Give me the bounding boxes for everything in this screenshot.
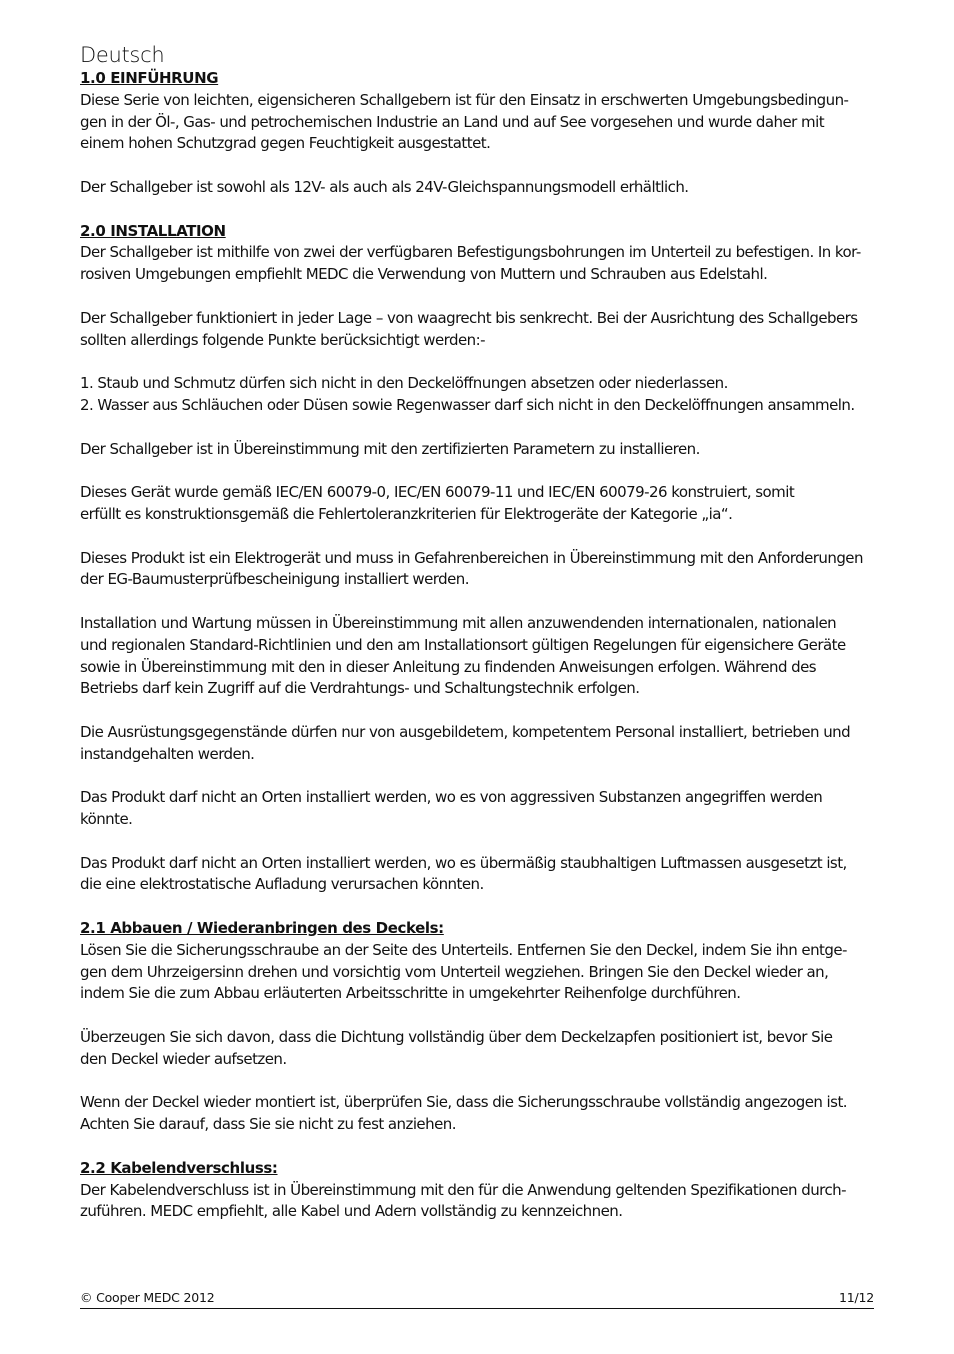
text-line: Der Schallgeber ist mithilfe von zwei der verfügbaren Befestigungsbohrungen im Unterteil zu befestigen. In kor- (80, 243, 861, 262)
section-heading-installation: 2.0 INSTALLATION (80, 221, 226, 240)
numbered-list (80, 373, 888, 417)
text-line: gen in der Öl-, Gas- und petrochemischen Industrie an Land und auf See vorgesehen und wurde daher mit (80, 112, 825, 131)
text-line: Der Schallgeber ist sowohl als 12V- als auch als 24V-Gleichspannungsmodell erhältlich. (80, 177, 689, 196)
page-content (80, 42, 888, 1223)
section-heading-cable-termination: 2.2 Kabelendverschluss: (80, 1158, 278, 1177)
paragraph (80, 940, 888, 1005)
text-line: einem hohen Schutzgrad gegen Feuchtigkeit ausgestattet. (80, 134, 491, 153)
footer-copyright: © Cooper MEDC 2012 (80, 1290, 215, 1305)
paragraph (80, 1027, 888, 1071)
section-heading-introduction: 1.0 EINFÜHRUNG (80, 69, 219, 87)
text-line: Achten Sie darauf, dass Sie sie nicht zu fest anziehen. (80, 1115, 456, 1134)
text-line: den Deckel wieder aufsetzen. (80, 1049, 287, 1068)
paragraph (80, 1092, 888, 1136)
text-line: Betriebs darf kein Zugriff auf die Verdrahtungs- und Schaltungstechnik erfolgen. (80, 679, 640, 698)
language-title: Deutsch (80, 43, 165, 67)
paragraph (80, 853, 888, 897)
paragraph (80, 1180, 888, 1224)
paragraph (80, 722, 888, 766)
text-line: und regionalen Standard-Richtlinien und den am Installationsort gültigen Regelungen für eigensichere Geräte (80, 635, 846, 654)
text-line: Der Schallgeber ist in Übereinstimmung mit den zertifizierten Parametern zu installieren. (80, 439, 700, 458)
text-line: Installation und Wartung müssen in Übereinstimmung mit allen anzuwendenden internationalen, nationalen (80, 613, 837, 632)
text-line: Diese Serie von leichten, eigensicheren Schallgebern ist für den Einsatz in erschwerten Umgebungsbedingun- (80, 90, 849, 109)
text-line: Das Produkt darf nicht an Orten installiert werden, wo es von aggressiven Substanzen angegriffen werden (80, 788, 823, 807)
page-number: 11/12 (838, 1290, 874, 1305)
text-line: Der Schallgeber funktioniert in jeder Lage – von waagrecht bis senkrecht. Bei der Ausrichtung des Schallgebers (80, 308, 858, 327)
text-line: könnte. (80, 810, 133, 829)
paragraph (80, 548, 888, 592)
text-line: indem Sie die zum Abbau erläuterten Arbeitsschritte in umgekehrter Reihenfolge durchführen. (80, 984, 741, 1003)
text-line: Lösen Sie die Sicherungsschraube an der Seite des Unterteils. Entfernen Sie den Deckel, indem Sie ihn entge- (80, 940, 847, 959)
paragraph (80, 177, 888, 199)
text-line: der EG-Baumusterprüfbescheinigung installiert werden. (80, 570, 469, 589)
section-heading-cover: 2.1 Abbauen / Wiederanbringen des Deckels: (80, 919, 444, 938)
text-line: sollten allerdings folgende Punkte berücksichtigt werden:- (80, 330, 485, 349)
paragraph (80, 482, 888, 526)
text-line: die eine elektrostatische Aufladung verursachen könnten. (80, 875, 484, 894)
text-line: zuführen. MEDC empfiehlt, alle Kabel und Adern vollständig zu kennzeichnen. (80, 1202, 623, 1221)
text-line: rosiven Umgebungen empfiehlt MEDC die Verwendung von Muttern und Schrauben aus Edelstahl. (80, 265, 768, 284)
paragraph (80, 308, 888, 352)
text-line: Die Ausrüstungsgegenstände dürfen nur von ausgebildetem, kompetentem Personal installiert, betrieben und (80, 722, 851, 741)
text-line: Wenn der Deckel wieder montiert ist, überprüfen Sie, dass die Sicherungsschraube vollständig angezogen ist. (80, 1093, 847, 1112)
paragraph (80, 439, 888, 461)
text-line: Der Kabelendverschluss ist in Übereinstimmung mit den für die Anwendung geltenden Spezifikationen durch- (80, 1180, 846, 1199)
paragraph (80, 787, 888, 831)
text-line: gen dem Uhrzeigersinn drehen und vorsichtig vom Unterteil wegziehen. Bringen Sie den Deckel wieder an, (80, 962, 829, 981)
text-line: Dieses Gerät wurde gemäß IEC/EN 60079-0, IEC/EN 60079-11 und IEC/EN 60079-26 konstruiert, somit (80, 483, 795, 502)
list-item: 2. Wasser aus Schläuchen oder Düsen sowie Regenwasser darf sich nicht in den Deckelöffnungen ansammeln. (80, 395, 855, 414)
text-line: Überzeugen Sie sich davon, dass die Dichtung vollständig über dem Deckelzapfen positioniert ist, bevor Sie (80, 1028, 833, 1047)
list-item: 1. Staub und Schmutz dürfen sich nicht in den Deckelöffnungen absetzen oder niederlassen. (80, 374, 728, 393)
paragraph (80, 613, 888, 700)
paragraph (80, 242, 888, 286)
page-footer (80, 1290, 874, 1309)
paragraph (80, 90, 888, 155)
text-line: sowie in Übereinstimmung mit den in dieser Anleitung zu findenden Anweisungen erfolgen. Während des (80, 657, 817, 676)
text-line: erfüllt es konstruktionsgemäß die Fehlertoleranzkriterien für Elektrogeräte der Kategorie „ia“. (80, 504, 733, 523)
text-line: instandgehalten werden. (80, 744, 255, 763)
text-line: Dieses Produkt ist ein Elektrogerät und muss in Gefahrenbereichen in Übereinstimmung mit den Anforderungen (80, 548, 863, 567)
text-line: Das Produkt darf nicht an Orten installiert werden, wo es übermäßig staubhaltigen Luftmassen ausgesetzt ist, (80, 853, 847, 872)
